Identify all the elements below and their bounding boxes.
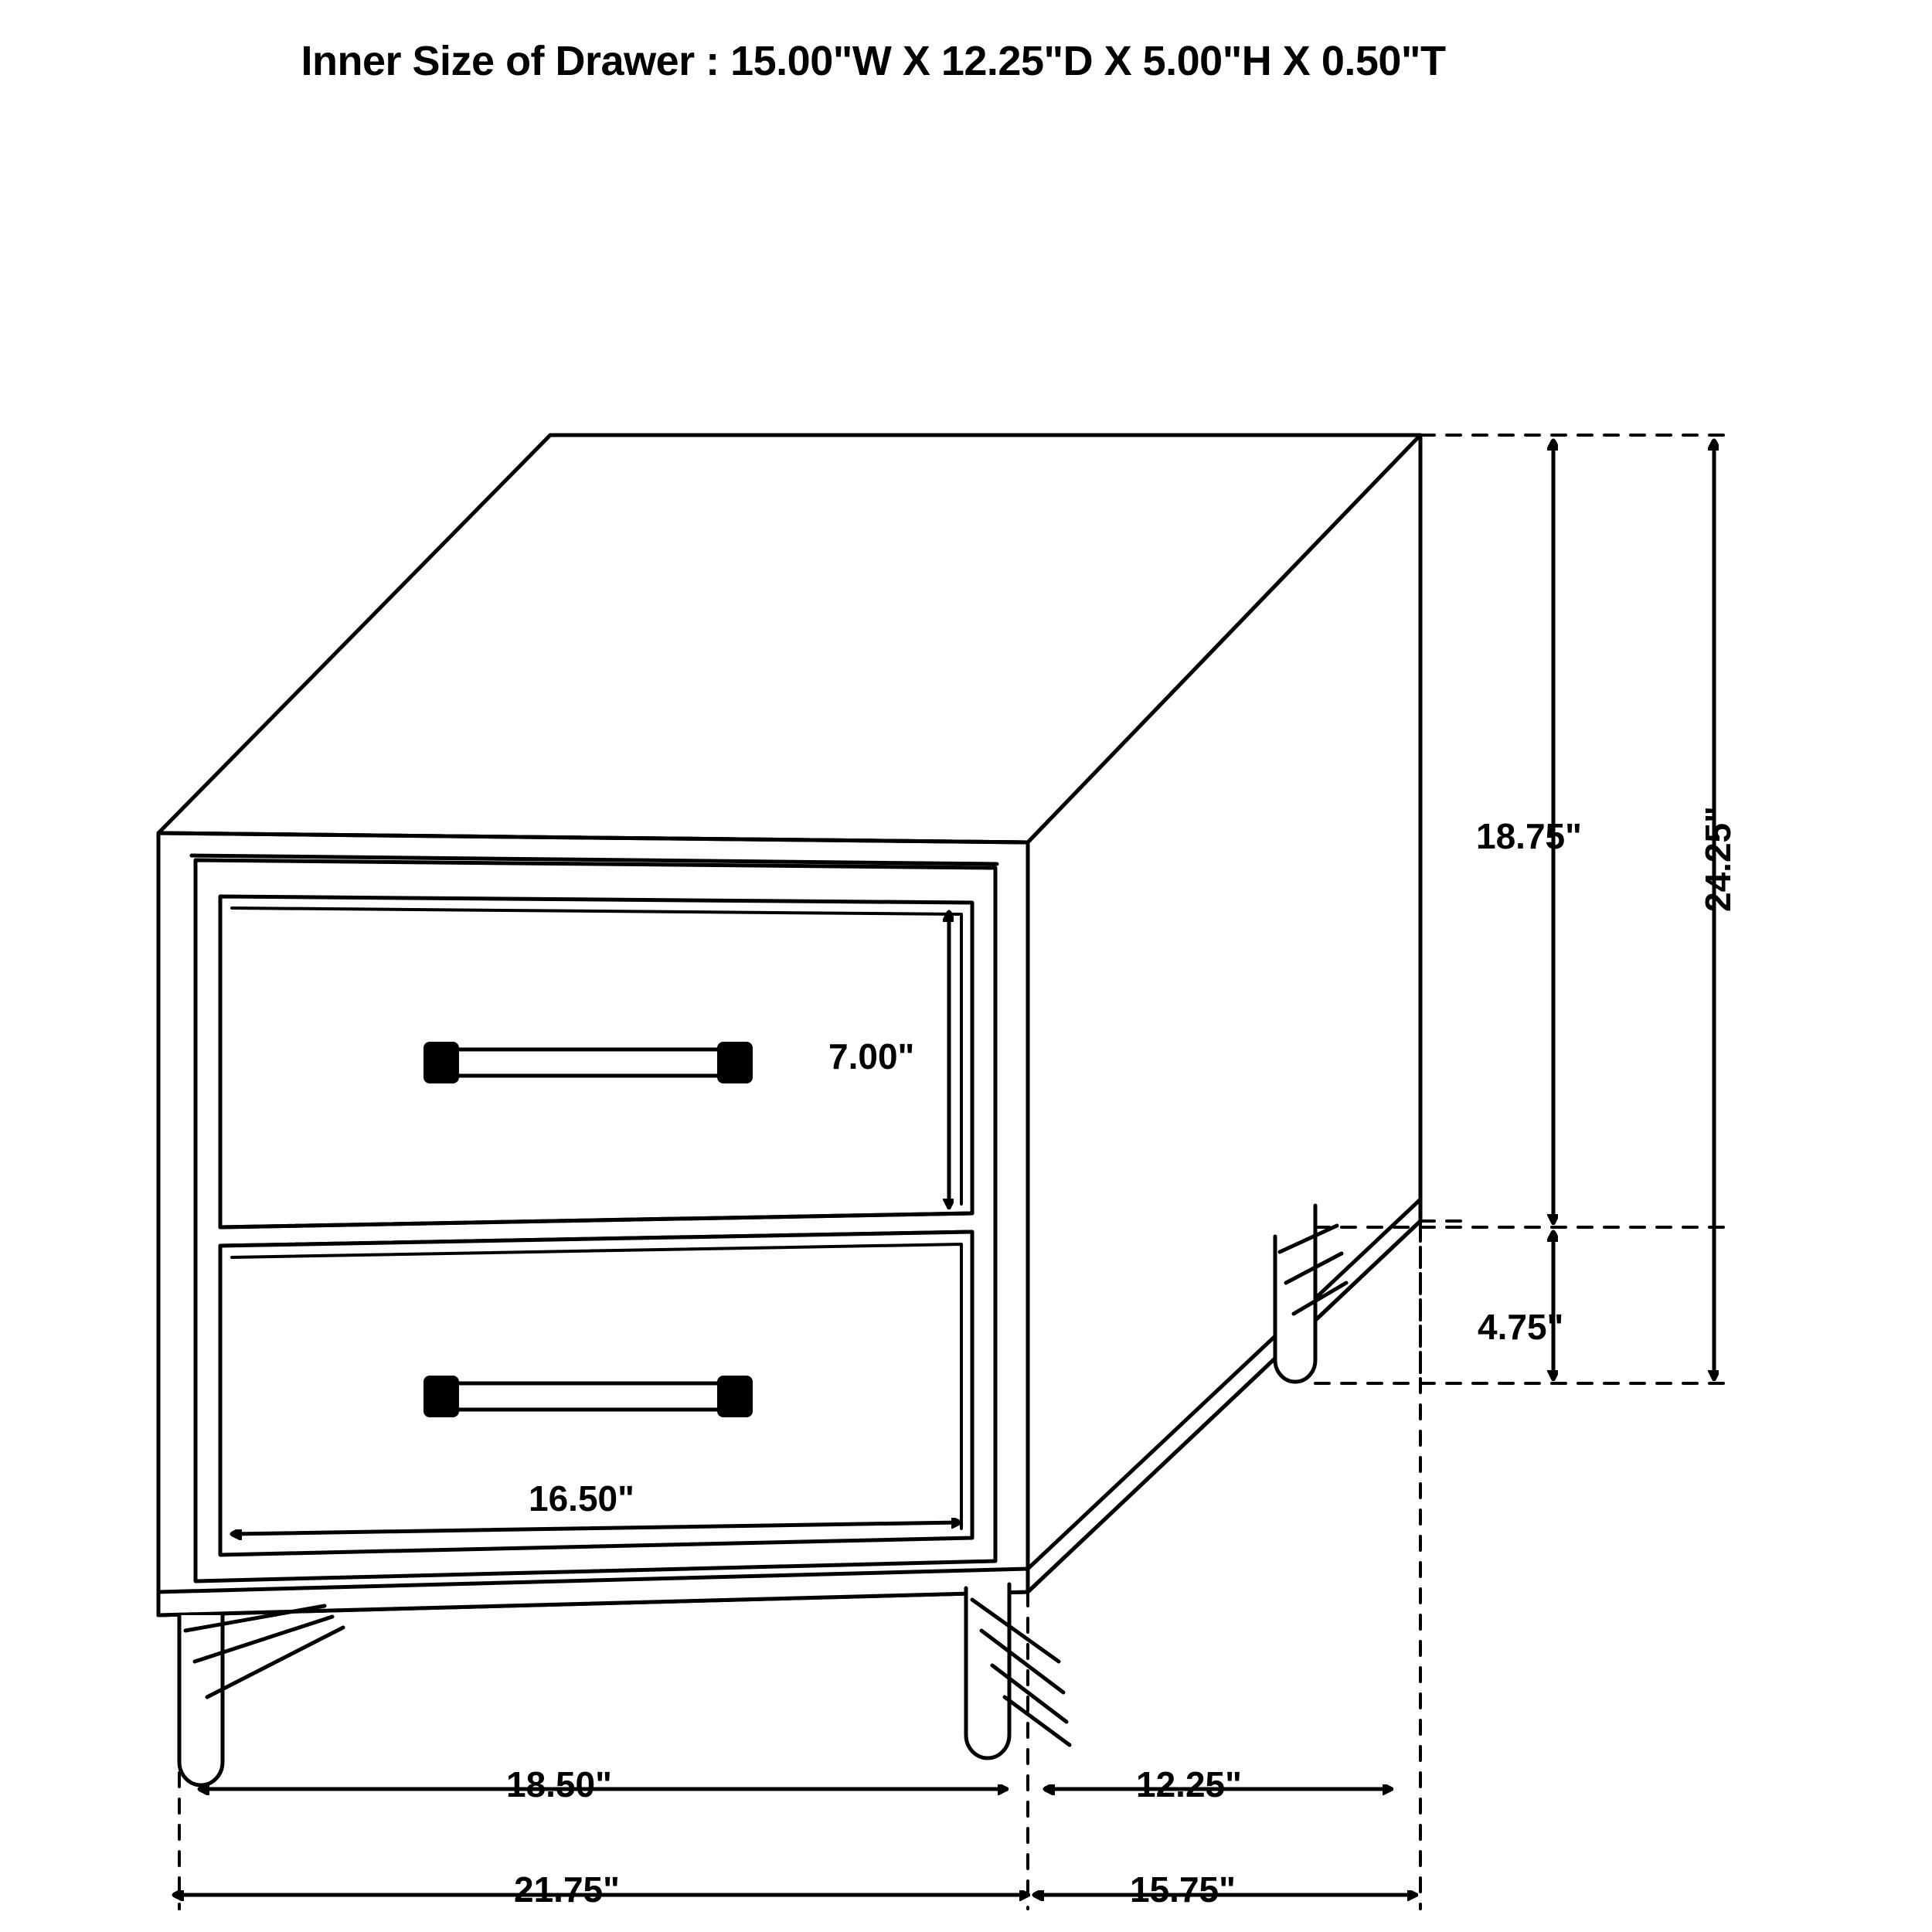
leg-front-right <box>966 1584 1070 1758</box>
dim-label-18-50: 18.50" <box>506 1764 612 1804</box>
dim-label-12-25: 12.25" <box>1136 1764 1242 1804</box>
page-title: Inner Size of Drawer : 15.00"W X 12.25"D X 5.00"H X 0.50"T <box>301 38 1446 84</box>
leg-front-left <box>179 1606 343 1785</box>
dim-label-18-75: 18.75" <box>1476 816 1582 856</box>
dim-label-7-00: 7.00" <box>828 1036 915 1077</box>
dim-label-21-75: 21.75" <box>514 1869 620 1910</box>
lower-drawer-handle <box>425 1377 751 1416</box>
dim-label-4-75: 4.75" <box>1478 1307 1564 1347</box>
dim-label-24-25: 24.25" <box>1698 806 1738 912</box>
dim-label-16-50: 16.50" <box>529 1478 634 1519</box>
dim-label-15-75: 15.75" <box>1130 1869 1236 1910</box>
upper-drawer-handle <box>425 1043 751 1082</box>
